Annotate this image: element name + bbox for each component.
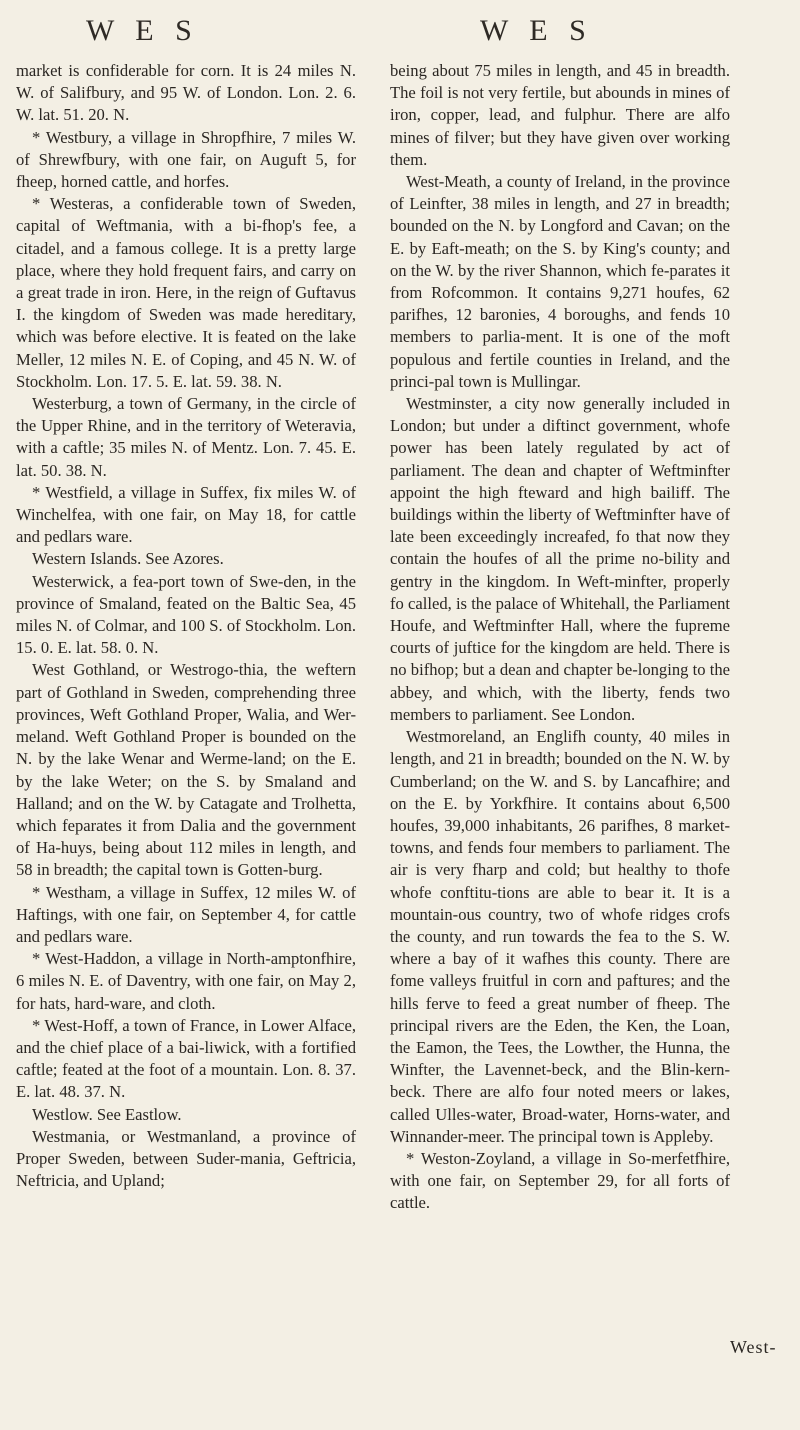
entry-paragraph: West Gothland, or Westrogo-thia, the weftern part of Gothland in Sweden, comprehending three provinces, Weft Gothland Proper, Walia, and Wer-meland. Weft Gothland Proper is bounded on the N. by the lake Wenar and Werme-land; on the E. by the lake Weter; on the S. by Smaland and Halland; and on the W. by Catagate and Trolhetta, which feparates it from Dalia and the government of Ha-huys, being about 112 miles in length, and 58 in breadth; the capital town is Gotten-burg. [16, 660, 356, 880]
catchword: West- [730, 1337, 777, 1357]
entry-paragraph: Westerburg, a town of Germany, in the circle of the Upper Rhine, and in the territory of Weteravia, with a caftle; 35 miles N. of Mentz. Lon. 7. 45. E. lat. 50. 38. N. [16, 394, 356, 480]
entry-paragraph: * Weston-Zoyland, a village in So-merfetfhire, with one fair, on September 29, for all forts of cattle. [390, 1148, 730, 1213]
entry-paragraph: Westlow. See Eastlow. [32, 1104, 182, 1124]
entry-paragraph: Western Islands. See Azores. [32, 549, 224, 569]
entry-paragraph: * Westham, a village in Suffex, 12 miles W. of Haftings, with one fair, on September 4, for cattle and pedlars ware. [16, 882, 356, 946]
entry-paragraph: Westminster, a city now generally included in London; but under a diftinct government, whofe power has been lately regulated by act of parliament. The dean and chapter of Weftminfter appoint the high fteward and high bailiff. The buildings within the liberty of Weftminfter have of late been exceedingly increafed, fo that now they contain the houfes of all the prime no-bility and gentry in the kingdom. In Weft-minfter, properly fo called, is the palace of Whitehall, the Parliament Houfe, and Weftminfter Hall, where the fupreme courts of juftice for the kingdom are held. There is no bifhop; but a dean and chapter be-longing to the abbey, and which, with the liberty, fends two members to parliament. See London. [390, 394, 730, 724]
entry-paragraph: being about 75 miles in length, and 45 in breadth. The foil is not very fertile, but abounds in mines of iron, copper, lead, and fulphur. There are alfo mines of filver; but they have given over working them. [390, 61, 730, 169]
header-right-word: W E S [480, 14, 593, 47]
entry-paragraph: * Westbury, a village in Shropfhire, 7 miles W. of Shrewfbury, with one fair, on Auguft 5, for fheep, horned cattle, and horfes. [16, 127, 356, 192]
left-column [16, 60, 356, 1192]
entry-paragraph: Westerwick, a fea-port town of Swe-den, in the province of Smaland, feated on the Baltic Sea, 45 miles N. of Colmar, and 100 S. of Stockholm. Lon. 15. 0. E. lat. 58. 0. N. [16, 571, 356, 658]
right-column [390, 60, 730, 1215]
entry-paragraph: Westmoreland, an Englifh county, 40 miles in length, and 21 in breadth; bounded on the N. W. by Cumberland; on the W. and S. by Lancafhire; and on the E. by Yorkfhire. It contains about 6,500 houfes, 39,000 inhabitants, 26 parifhes, 8 market-towns, and fends four members to parliament. The air is very fharp and cold; but healthy to thofe whofe conftitu-tions are able to bear it. It is a mountain-ous country, two of whofe ridges crofs the county, and run towards the fea to the S. W. where a bay of it wafhes this county. There are fome valleys fruitful in corn and paftures; and the hills ferve to feed a great number of fheep. The principal rivers are the Eden, the Ken, the Loan, the Eamon, the Tees, the Lowther, the Hunna, the Winfter, the Lavennet-beck, and the Blin-kern-beck. There are alfo four noted meers or lakes, called Ulles-water, Broad-water, Horns-water, and Winnander-meer. The principal town is Appleby. [390, 727, 730, 1146]
entry-paragraph: * Westeras, a confiderable town of Sweden, capital of Weftmania, with a bi-fhop's fee, a citadel, and a famous college. It is a pretty large place, where they hold frequent fairs, and carry on a great trade in iron. Here, in the reign of Guftavus I. the kingdom of Sweden was made hereditary, which was before elective. It is feated on the lake Meller, 12 miles N. E. of Coping, and 45 N. W. of Stockholm. Lon. 17. 5. E. lat. 59. 38. N. [16, 194, 356, 391]
entry-paragraph: West-Meath, a county of Ireland, in the province of Leinfter, 38 miles in length, and 27 in breadth; bounded on the N. by Longford and Cavan; on the E. by Eaft-meath; on the S. by King's county; and on the W. by the river Shannon, which fe-parates it from Rofcommon. It contains 9,271 houfes, 62 parifhes, 12 baronies, 4 boroughs, and fends 10 members to parlia-ment. It is one of the moft populous and fertile counties in Ireland, and the princi-pal town is Mullingar. [390, 172, 730, 391]
entry-paragraph: * Westfield, a village in Suffex, fix miles W. of Winchelfea, with one fair, on May 18, for cattle and pedlars ware. [16, 482, 356, 547]
entry-paragraph: market is confiderable for corn. It is 24 miles N. W. of Salifbury, and 95 W. of London. Lon. 2. 6. W. lat. 51. 20. N. [16, 61, 356, 125]
running-header [0, 14, 800, 64]
entry-paragraph: * West-Haddon, a village in North-amptonfhire, 6 miles N. E. of Daventry, with one fair, on May 2, for hats, hard-ware, and cloth. [16, 949, 356, 1013]
header-left-word: W E S [86, 14, 199, 47]
entry-paragraph: Westmania, or Westmanland, a province of Proper Sweden, between Suder-mania, Geftricia, Neftricia, and Upland; [16, 1126, 356, 1191]
entry-paragraph: * West-Hoff, a town of France, in Lower Alface, and the chief place of a bai-liwick, with a fortified caftle; feated at the foot of a mountain. Lon. 8. 37. E. lat. 48. 37. N. [16, 1015, 356, 1102]
